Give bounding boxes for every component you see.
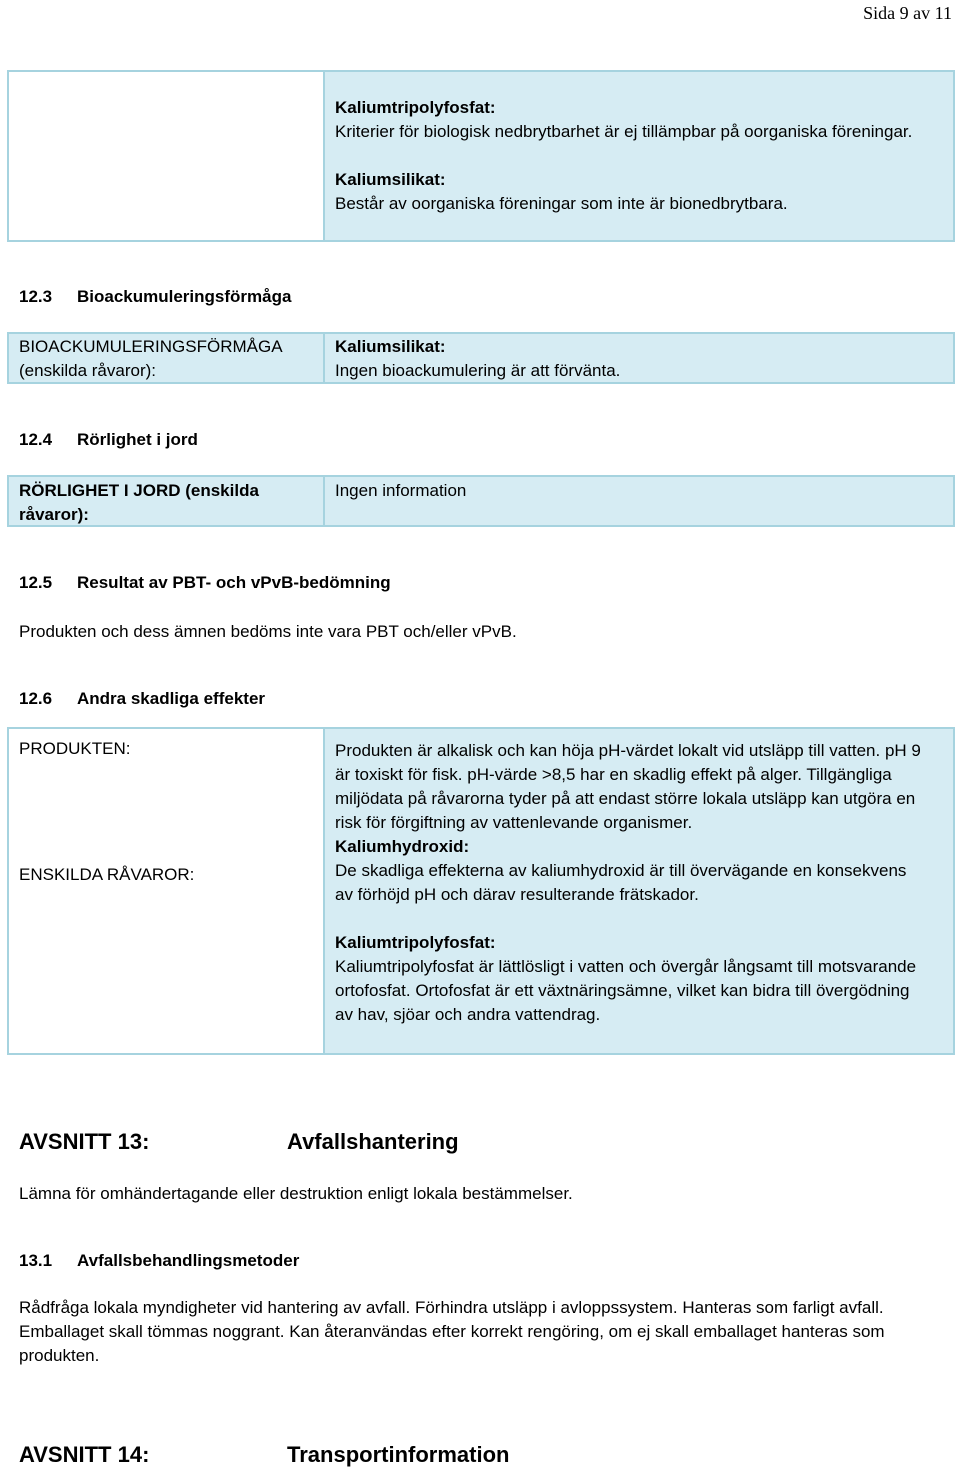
item-title: Kaliumhydroxid: [335, 837, 470, 856]
section-13-intro: Lämna för omhändertagande eller destruktion enligt lokala bestämmelser. [19, 1184, 573, 1203]
row-label: RÖRLIGHET I JORD (enskilda råvaror): [19, 481, 259, 524]
heading-12-6: 12.6 Andra skadliga effekter [19, 689, 266, 708]
product-label: PRODUKTEN: [19, 739, 131, 758]
block-12-2-label-cell [7, 70, 325, 242]
item-text: Ingen bioackumulering är att förvänta. [335, 361, 621, 380]
raw-materials-label: ENSKILDA RÅVAROR: [19, 865, 195, 884]
item-title: Kaliumsilikat: [335, 170, 446, 189]
heading-12-4: 12.4 Rörlighet i jord [19, 430, 198, 449]
section-14-heading: AVSNITT 14: Transportinformation [19, 1442, 510, 1467]
heading-13-1: 13.1 Avfallsbehandlingsmetoder [19, 1251, 300, 1270]
row-label: BIOACKUMULERINGSFÖRMÅGA (enskilda råvaror): [19, 337, 282, 380]
block-12-2-value-cell [323, 70, 955, 242]
section-13-heading: AVSNITT 13: Avfallshantering [19, 1129, 459, 1154]
item-title: Kaliumtripolyfosfat: [335, 98, 496, 117]
effects-label-cell [7, 727, 325, 1055]
pbt-text: Produkten och dess ämnen bedöms inte vara PBT och/eller vPvB. [19, 622, 517, 641]
heading-12-5: 12.5 Resultat av PBT- och vPvB-bedömning [19, 573, 391, 592]
page-number: Sida 9 av 11 [863, 3, 952, 23]
bioaccumulation-value-cell [323, 332, 955, 384]
effects-value-cell [323, 727, 955, 1055]
item-text: Kriterier för biologisk nedbrytbarhet är ej tillämpbar på oorganiska föreningar. [335, 122, 913, 141]
heading-12-3: 12.3 Bioackumuleringsförmåga [19, 287, 292, 306]
bioaccumulation-label-cell [7, 332, 325, 384]
item-text: De skadliga effekterna av kaliumhydroxid är till övervägande en konsekvens av förhöjd pH och därav resulterande frätskador. [335, 861, 907, 904]
item-title: Kaliumtripolyfosfat: [335, 933, 496, 952]
mobility-label-cell [7, 475, 325, 527]
product-effects-text: Produkten är alkalisk och kan höja pH-värdet lokalt vid utsläpp till vatten. pH 9 är toxiskt för fisk. pH-värde >8,5 har en skadlig effekt på alger. Tillgängliga miljödata på råvarorna tyder på att endast större lokala utsläpp kan utgöra en risk för förgiftning av vattenlevande organismer. [335, 741, 921, 832]
item-text: Kaliumtripolyfosfat är lättlösligt i vatten och övergår långsamt till motsvarande ortofosfat. Ortofosfat är ett växtnäringsämne, vilket kan bidra till övergödning av hav, sjöar och andra vattendrag. [335, 957, 917, 1024]
row-value: Ingen information [335, 481, 467, 500]
item-text: Består av oorganiska föreningar som inte är bionedbrytbara. [335, 194, 788, 213]
item-title: Kaliumsilikat: [335, 337, 446, 356]
waste-methods-text: Rådfråga lokala myndigheter vid hantering av avfall. Förhindra utsläpp i avloppssystem. Hanteras som farligt avfall. Emballaget skall tömmas noggrant. Kan återanvändas efter korrekt rengöring, om ej skall emballaget hanteras som produkten. [19, 1298, 885, 1365]
mobility-value-cell [323, 475, 955, 527]
